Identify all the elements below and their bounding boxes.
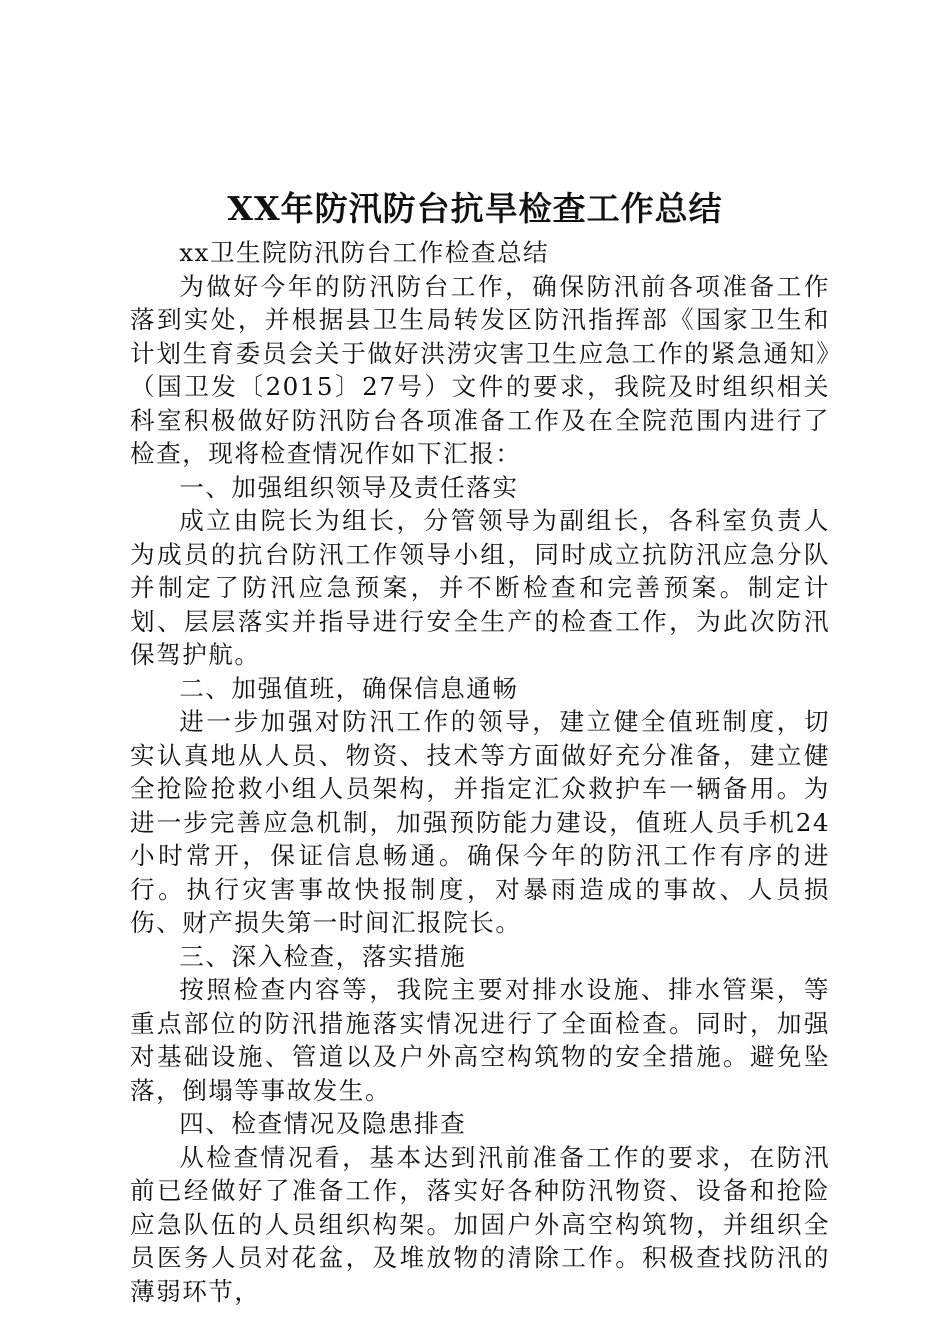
section-paragraph-3: 按照检查内容等，我院主要对排水设施、排水管渠，等重点部位的防汛措施落实情况进行了全面检查。同时，加强对基础设施、管道以及户外高空构筑物的安全措施。避免坠落，倒塌等事故发生。 bbox=[130, 975, 830, 1105]
section-heading-1: 一、加强组织领导及责任落实 bbox=[179, 472, 519, 502]
document-body bbox=[130, 236, 830, 1308]
section-paragraph-2: 进一步加强对防汛工作的领导，建立健全值班制度，切实认真地从人员、物资、技术等方面做好充分准备，建立健全抢险抢救小组人员架构，并指定汇众救护车一辆备用。为进一步完善应急机制，加强预防能力建设，值班人员手机24小时常开，保证信息畅通。确保今年的防汛工作有序的进行。执行灾害事故快报制度，对暴雨造成的事故、人员损伤、财产损失第一时间汇报院长。 bbox=[130, 707, 830, 937]
subtitle-paragraph: xx卫生院防汛防台工作检查总结 bbox=[179, 238, 550, 267]
document-title: XX年防汛防台抗旱检查工作总结 bbox=[227, 189, 723, 228]
section-heading-3: 三、深入检查，落实措施 bbox=[179, 941, 467, 971]
section-heading-2: 二、加强值班，确保信息通畅 bbox=[179, 673, 519, 703]
section-paragraph-4: 从检查情况看，基本达到汛前准备工作的要求，在防汛前已经做好了准备工作，落实好各种防汛物资、设备和抢险应急队伍的人员组织构架。加固户外高空构筑物，并组织全员医务人员对花盆，及堆放物的清除工作。积极查找防汛的薄弱环节， bbox=[130, 1142, 830, 1306]
section-paragraph-1: 成立由院长为组长，分管领导为副组长，各科室负责人为成员的抗台防汛工作领导小组，同时成立抗防汛应急分队并制定了防汛应急预案，并不断检查和完善预案。制定计划、层层落实并指导进行安全生产的检查工作，为此次防汛保驾护航。 bbox=[130, 506, 830, 669]
intro-paragraph: 为做好今年的防汛防台工作，确保防汛前各项准备工作落到实处，并根据县卫生局转发区防汛指挥部《国家卫生和计划生育委员会关于做好洪涝灾害卫生应急工作的紧急通知》（国卫发〔2015〕27号）文件的要求，我院及时组织相关科室积极做好防汛防台各项准备工作及在全院范围内进行了检查，现将检查情况作如下汇报： bbox=[130, 271, 830, 468]
section-heading-4: 四、检查情况及隐患排查 bbox=[179, 1109, 467, 1138]
